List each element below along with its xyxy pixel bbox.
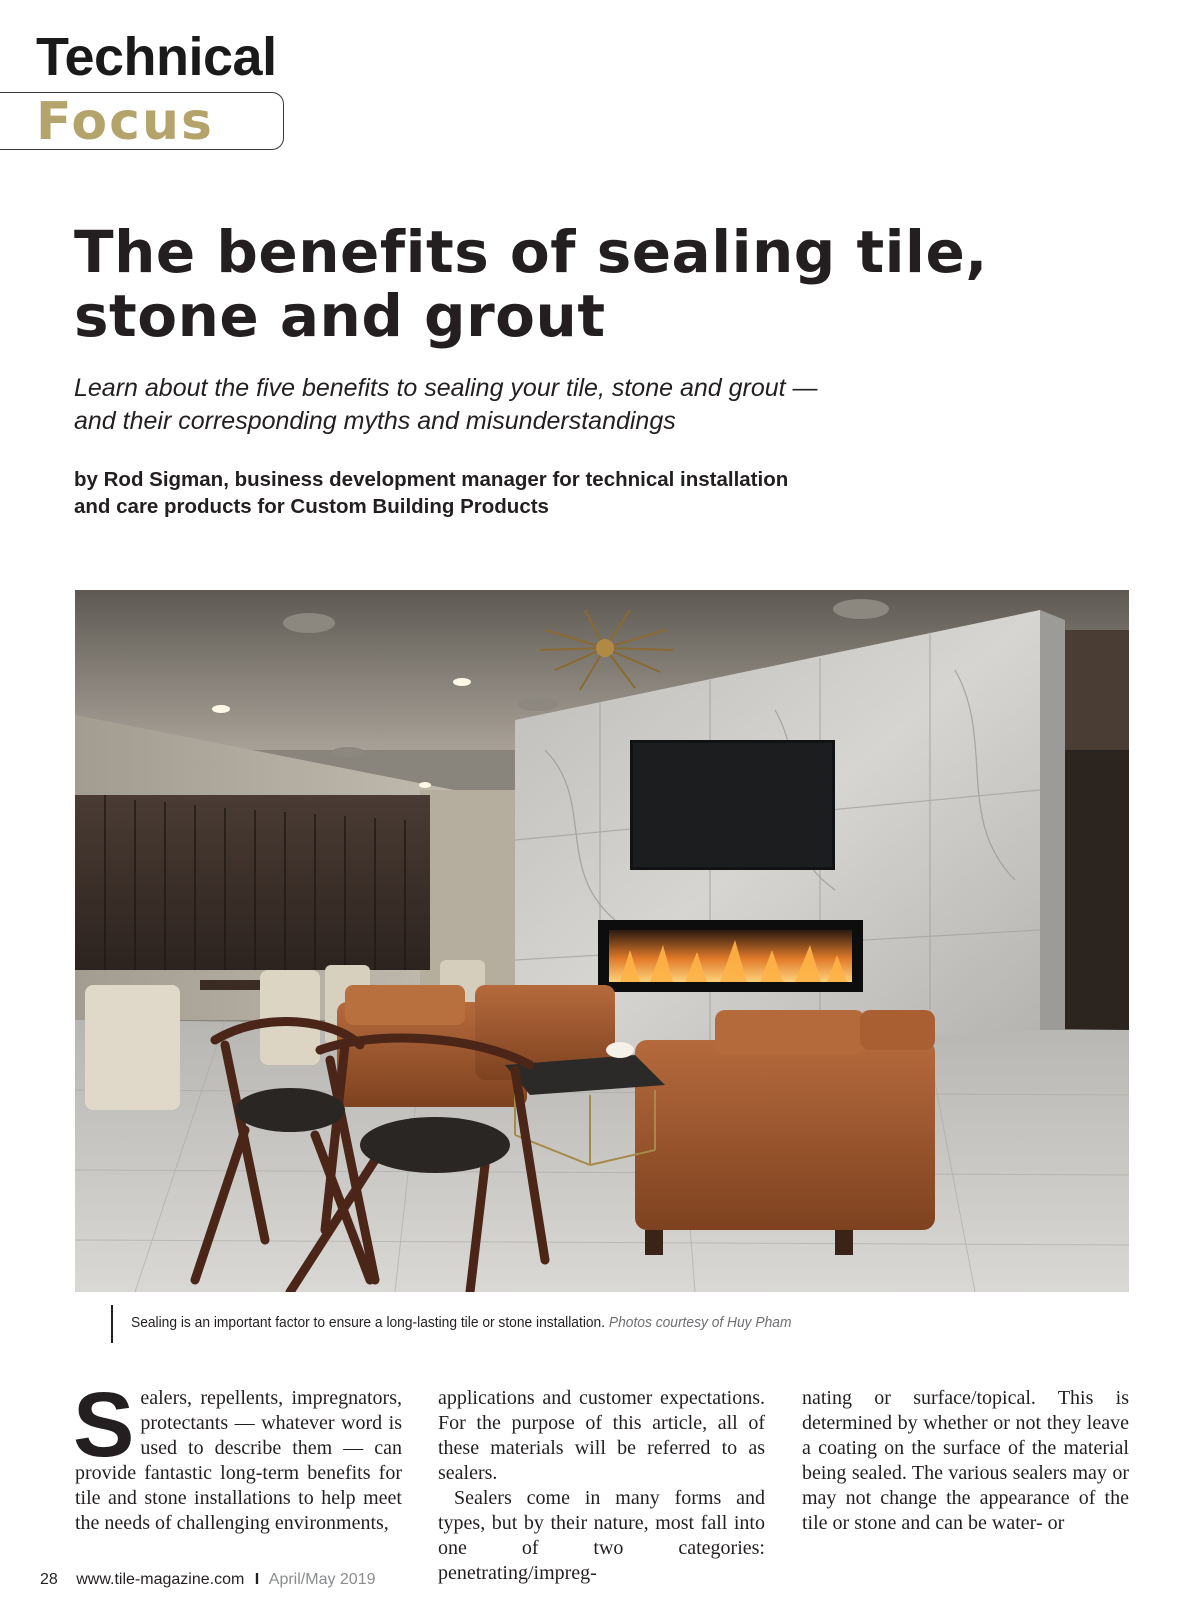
photo-credit: Photos courtesy of Huy Pham <box>608 1314 792 1331</box>
byline-line-1: by Rod Sigman, business development manager for technical installation <box>74 468 789 491</box>
lounge-photo <box>75 590 1129 1292</box>
article-deck <box>74 372 974 438</box>
body-column-1 <box>73 1374 402 1536</box>
article-byline <box>74 466 974 520</box>
article-deck-line-2: and their corresponding myths and misunderstandings <box>74 407 676 435</box>
article-title-line-2: stone and grout <box>74 282 606 350</box>
article-title <box>74 220 1134 348</box>
caption-text: Sealing is an important factor to ensure a long-lasting tile or stone installation. <box>131 1314 606 1331</box>
body-column-2-paragraph-2: Sealers come in many forms and types, but by their nature, most fall into one of two categories: penetrating/impreg- <box>438 1487 765 1584</box>
article-title-line-1: The benefits of sealing tile, <box>74 218 988 286</box>
footer-website-link[interactable]: www.tile-magazine.com <box>76 1571 245 1588</box>
body-column-3 <box>802 1386 1129 1536</box>
photo-caption <box>131 1314 791 1331</box>
section-title-focus: Focus <box>36 92 214 152</box>
byline-line-2: and care products for Custom Building Products <box>74 495 549 518</box>
body-column-1-text: ealers, repellents, impregnators, protectants — whatever word is used to describe them — can provide fantastic long-term benefits for tile and stone installations to help meet the needs of challenging environments, <box>75 1387 402 1534</box>
footer-issue-date: April/May 2019 <box>268 1571 376 1588</box>
drop-cap: S <box>73 1374 135 1476</box>
body-column-2 <box>438 1386 765 1586</box>
body-column-3-text: nating or surface/topical. This is determined by whether or not they leave a coating on the surface of the material being sealed. The various sealers may or may not change the appearance of the tile or stone and can be water- or <box>802 1387 1129 1534</box>
article-deck-line-1: Learn about the five benefits to sealing your tile, stone and grout — <box>74 374 818 402</box>
section-title-technical: Technical <box>36 27 277 87</box>
page-number: 28 <box>40 1571 58 1588</box>
body-column-2-paragraph-1: applications and customer expectations. For the purpose of this article, all of these materials will be referred to as sealers. <box>438 1387 765 1484</box>
caption-rule <box>111 1305 113 1343</box>
page-footer <box>40 1571 376 1589</box>
footer-separator: I <box>254 1571 260 1588</box>
